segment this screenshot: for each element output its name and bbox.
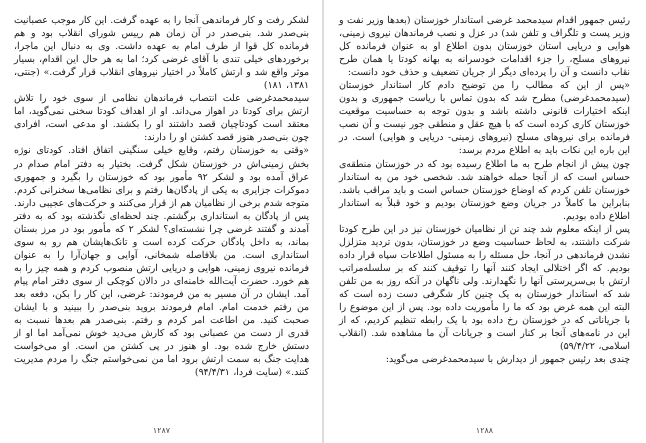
paragraph: سیدمحمدغرضی علت انتصاب فرماندهان نظامی از سوی خود را تلاش ارتش برای کودتا در اهواز می‌داند. او از اهداف کودتا سخنی نمی‌گوید، اما معتقد است کودتاچیان قصد داشتند او را بکشند. او مدعی است، افرادی چون بنی‌صدر هنوز قصد کشتن او را دارند:: [14, 93, 309, 144]
paragraph: پس از اینکه معلوم شد چند تن از نظامیان خوزستان نیز در این طرح کودتا شرکت داشتند، به لحاظ حساسیت وضع در خوزستان، بدون تردید متزلزل نشدن فرماندهی در آنجا، حل مسئله را به مسئول اطلاعات سپاه قرار داده بودیم. که اگر اختلالی ایجاد کنند آنها را توقیف کنند که بر سلسله‌مراتب ارتش با بی‌سرپرستی آنها را نگهدارند. ولی ناگهان در آنکه روز به من تلفن شد که استاندار خوزستان به یک چنین کار شگرفی دست زده است که البته این همه غرض بود که ما را مأموریت داده بود. پس از این موضوع را با جریاناتی که در خوزستان رخ داده بود با یک رابطه تنظیم کردیم، که از این در نامه‌های آنجا بر کنار است و جریانات آن ما مشاهده شد. (انقلاب اسلامی، ۵۹/۴/۲۲): [339, 223, 630, 353]
right-page-text: [339, 14, 630, 366]
right-page: [323, 0, 646, 443]
left-page-number: ۱۲۸۷: [152, 426, 171, 435]
quote-paragraph: «وقتی به خوزستان رفتم، وقایع خیلی سنگینی اتفاق افتاد. کودتای نوژه بخش زمینی‌اش در خوزستان شکل گرفت. بختیار به دفتر امام صدام در عراق آمده بود و لشکر ۹۲ مأمور بود که خوزستان را بگیرد و جمهوری دموکرات جزایری به یکی از پادگان‌ها رفتم و برای نظامی‌ها سخنرانی کردم. متوجه شدم برخی از نظامیان هم از قرار می‌کنند و حرکت‌های عجیبی دارند. پس از پادگان به استانداری برگشتم. چند لحظه‌ای نگذشته بود که به دفتر آمدند و گفتند غرضی چرا نشسته‌ای؟ لشکر ۲ که مأمور بود در مرز بستان بماند، به داخل پادگان حرکت کرده است و تانک‌هایشان هم رو به سوی استانداری است. من بلافاصله شمخانی، آوایی و جهان‌آرا را به عنوان فرمانده نیروی زمینی، هوایی و دریایی ارتش منصوب کردم و همه چیز را به هم خورد. حضرت آیت‌الله خامنه‌ای در دالان کوچکی از سوی دفتر امام پیام آمد. ایشان در آن مسیر به من فرمودند: غرضی، این کار را بکن، دفعه بعد من رفتم خدمت امام. امام فرمودند بروید بنی‌صدر را ببینید و با ایشان صحبت کنید. من اطاعت امر کردم و رفتم. بنی‌صدر هم بعدها نسبت به قدری از دست من عصبانی بود که کارش می‌دید خوش نمی‌آمد اما او از دستش خارج شده بود. او هنوز در پی کشتن من است. او می‌خواست هدایت جنگ به سمت ارتش برود اما من نمی‌خواستم جنگ را مردم مدیریت کنند.» (سایت فردا، ۹۴/۴/۳۱): [14, 145, 309, 379]
left-page-text: [14, 14, 309, 379]
paragraph: چندی بعد رئیس جمهور از دیدارش با سیدمحمدغرضی می‌گوید:: [385, 354, 630, 366]
right-page-number: ۱۲۸۸: [475, 426, 494, 435]
quote-paragraph: «پس از این که مطالب را من توضیح دادم کار استاندار خوزستان (سیدمحمدغرضی) مطرح شد که بدون تماس با ریاست جمهوری و بدون اینکه اختیارات قانونی داشته باشد و بدون توجه به حساسیت موقعیت خوزستان کاری کرده است که با هیچ عقل و منطقی جور نیست و آن نصب فرمانده برای نیروهای مسلح (نیروهای زمینی- دریایی و هوایی) است. در این باره این نکات باید به اطلاع مردم برسد:: [339, 80, 630, 157]
paragraph: چون پیش از انجام طرح به ما اطلاع رسیده بود که در خوزستان منطقه‌ی حساس است که از آنجا حمله خواهند شد. شخصی خود من به استاندار خوزستان تلفن کردم که اوضاع خوزستان حساس است و باید مراقب باشد. بنابراین ما کاملاً در جریان وضع خوزستان بودیم و خود قبلاً به استاندار اطلاع داده بودیم.: [339, 158, 630, 222]
paragraph: لشکر رفت و کار فرماندهی آنجا را به عهده گرفت. این کار موجب عصبانیت بنی‌صدر شد. بنی‌صدر در آن زمان هم رییس شورای انقلاب بود و هم فرمانده کل قوا از طرف امام به عهده داشت. وی به دنبال این ماجرا، برخوردهای خیلی تندی با آقای غرضی کرد؛ اما به هر حال این اقدام، بسیار موثر واقع شد و ارتش کاملاً در اختیار نیروهای انقلاب قرار گرفت.» (جنتی، ۱۳۸۱، ۱۸۱): [14, 15, 309, 92]
paragraph: رئیس جمهور اقدام سیدمحمد غرضی استاندار خوزستان (بعدها وزیر نفت و وزیر پست و تلگراف و تلفن شد) در عزل و نصب فرماندهان نیروی زمینی، هوایی و دریایی استان خوزستان بدون اطلاع او به عنوان فرمانده کل نیروهای مسلح، را جزء اقدامات خودسرانه به بهانه کودتا یا همان طرح نقاب دانست و آن را پرده‌ای دیگر از جریان تضعیف و حذف خود دانست:: [339, 15, 630, 79]
